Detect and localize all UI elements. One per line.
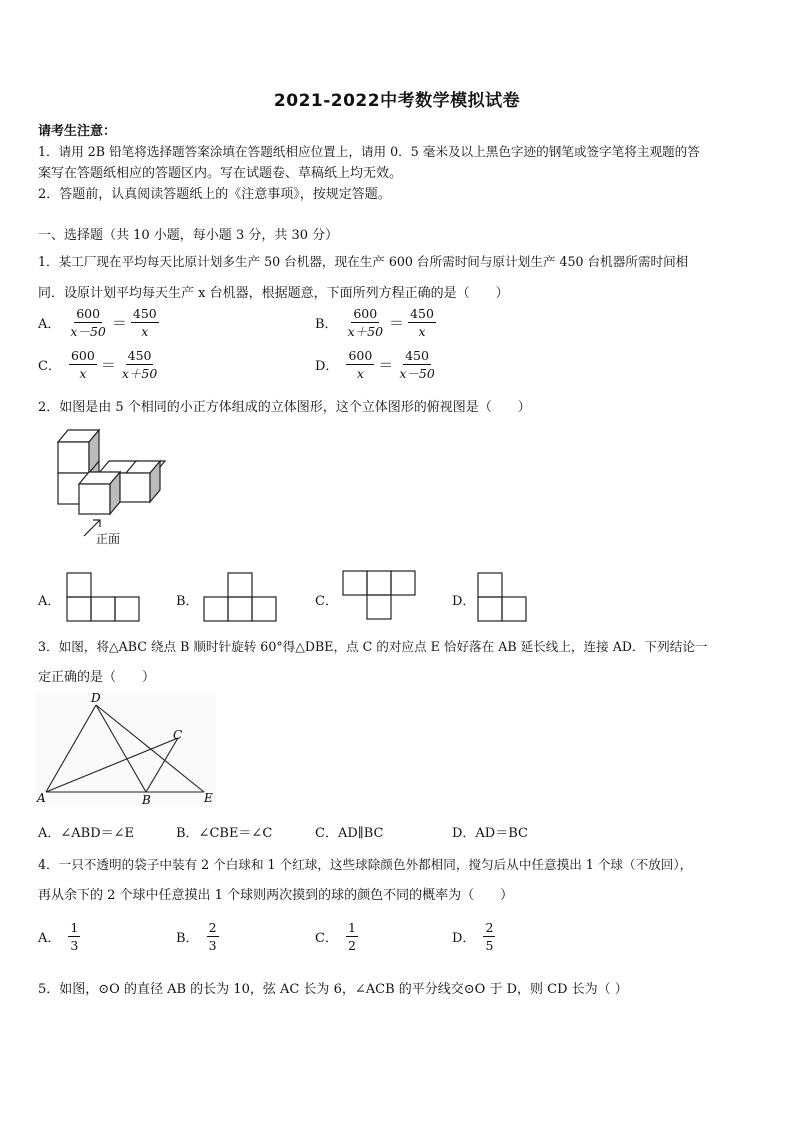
q3-text-line1: 3．如图，将△ABC 绕点 B 顺时针旋转 60°得△DBE，点 C 的对应点 E 恰好落在 AB 延长线上，连接 AD．下列结论一 <box>38 639 708 654</box>
fraction: $\frac{1}{3}$ <box>70 920 79 953</box>
notice-line-1: 1．请用 2B 铅笔将选择题答案涂填在答题纸相应位置上，请用 0．5 毫米及以上黑色字迹的钢笔或签字笔将主观题的答 <box>38 144 700 159</box>
q3-option-a[interactable]: A．∠ABD＝∠E <box>38 826 135 841</box>
point-a-label: A <box>37 791 46 805</box>
q4-text-line1: 4．一只不透明的袋子中装有 2 个白球和 1 个红球，这些球除颜色外都相同，搅匀后从中任意摸出 1 个球（不放回）， <box>38 857 693 872</box>
q3-option-c[interactable]: C．AD∥BC <box>315 826 384 841</box>
option-label: A． <box>38 317 61 332</box>
equals-sign: ＝ <box>111 314 127 332</box>
equals-sign: ＝ <box>100 356 116 374</box>
fraction-right: $\frac{450}{x}$ <box>132 306 157 339</box>
point-e-label: E <box>204 791 213 805</box>
q2-option-a-figure[interactable] <box>66 572 142 624</box>
q4-option-a[interactable] <box>38 920 80 953</box>
q1-option-a[interactable] <box>38 306 159 339</box>
q2-option-a-label[interactable]: A． <box>38 594 61 609</box>
q2-option-d-figure[interactable] <box>477 572 531 624</box>
q1-option-b[interactable] <box>315 306 436 339</box>
option-label: C． <box>38 359 61 374</box>
front-label: 正面 <box>96 532 121 546</box>
q1-option-c[interactable] <box>38 348 159 381</box>
fraction-left: $\frac{600}{x}$ <box>70 348 95 381</box>
cube-front-face <box>120 473 150 502</box>
fraction: $\frac{1}{2}$ <box>347 920 356 953</box>
fraction-left: $\frac{600}{x+50}$ <box>347 306 384 339</box>
cube-front-face <box>79 484 110 514</box>
q4-option-b[interactable] <box>176 920 219 953</box>
option-label: C． <box>315 931 338 946</box>
q4-text-line2: 再从余下的 2 个球中任意摸出 1 个球则两次摸到的球的颜色不同的概率为（ ） <box>38 888 514 903</box>
fraction-right: $\frac{450}{x+50}$ <box>121 348 158 381</box>
q1-text-line2: 同．设原计划平均每天生产 x 台机器，根据题意，下面所列方程正确的是（ ） <box>38 286 509 301</box>
fraction-left: $\frac{600}{x-50}$ <box>70 306 106 339</box>
fraction-right: $\frac{450}{x}$ <box>410 306 434 339</box>
section-heading: 一、选择题（共 10 小题，每小题 3 分，共 30 分） <box>38 228 339 243</box>
q1-text-line1: 1．某工厂现在平均每天比原计划多生产 50 台机器，现在生产 600 台所需时间与原计划生产 450 台机器所需时间相 <box>38 254 689 269</box>
q4-option-d[interactable] <box>452 920 495 953</box>
point-d-label: D <box>91 692 101 705</box>
option-label: B． <box>315 317 338 332</box>
q3-text-line2: 定正确的是（ ） <box>38 670 156 685</box>
q2-option-b-figure[interactable] <box>203 572 279 624</box>
q2-option-c-figure[interactable] <box>342 570 418 622</box>
equals-sign: ＝ <box>378 356 394 374</box>
point-c-label: C <box>173 728 183 742</box>
notice-line-2: 案写在答题纸相应的答题区内。写在试题卷、草稿纸上均无效。 <box>38 166 403 181</box>
q3-option-d[interactable]: D．AD＝BC <box>452 826 528 841</box>
notice-heading: 请考生注意： <box>38 124 117 139</box>
fraction-left: $\frac{600}{x}$ <box>348 348 373 381</box>
fraction-right: $\frac{450}{x-50}$ <box>399 348 435 381</box>
fraction: $\frac{2}{5}$ <box>485 920 494 953</box>
option-label: D． <box>452 931 476 946</box>
q2-option-b-label[interactable]: B． <box>176 594 199 609</box>
option-label: D． <box>315 359 339 374</box>
notice-line-3: 2．答题前，认真阅读答题纸上的《注意事项》，按规定答题。 <box>38 187 391 202</box>
equals-sign: ＝ <box>389 314 405 332</box>
q2-text: 2．如图是由 5 个相同的小正方体组成的立体图形，这个立体图形的俯视图是（ ） <box>38 400 531 415</box>
point-b-label: B <box>142 793 151 807</box>
cube-front-face <box>58 442 89 473</box>
option-label: A． <box>38 931 61 946</box>
option-label: B． <box>176 931 199 946</box>
page-title: 2021-2022中考数学模拟试卷 <box>273 91 521 111</box>
fraction: $\frac{2}{3}$ <box>208 920 217 953</box>
q1-option-d[interactable] <box>315 348 437 381</box>
q3-option-b[interactable]: B．∠CBE＝∠C <box>176 826 273 841</box>
q2-option-d-label[interactable]: D． <box>452 594 476 609</box>
q4-option-c[interactable] <box>315 920 358 953</box>
q3-triangle-figure <box>36 692 220 808</box>
q5-text: 5．如图，⊙O 的直径 AB 的长为 10，弦 AC 长为 6，∠ACB 的平分线交⊙O 于 D，则 CD 长为（ ） <box>38 982 628 997</box>
q2-option-c-label[interactable]: C． <box>315 594 338 609</box>
